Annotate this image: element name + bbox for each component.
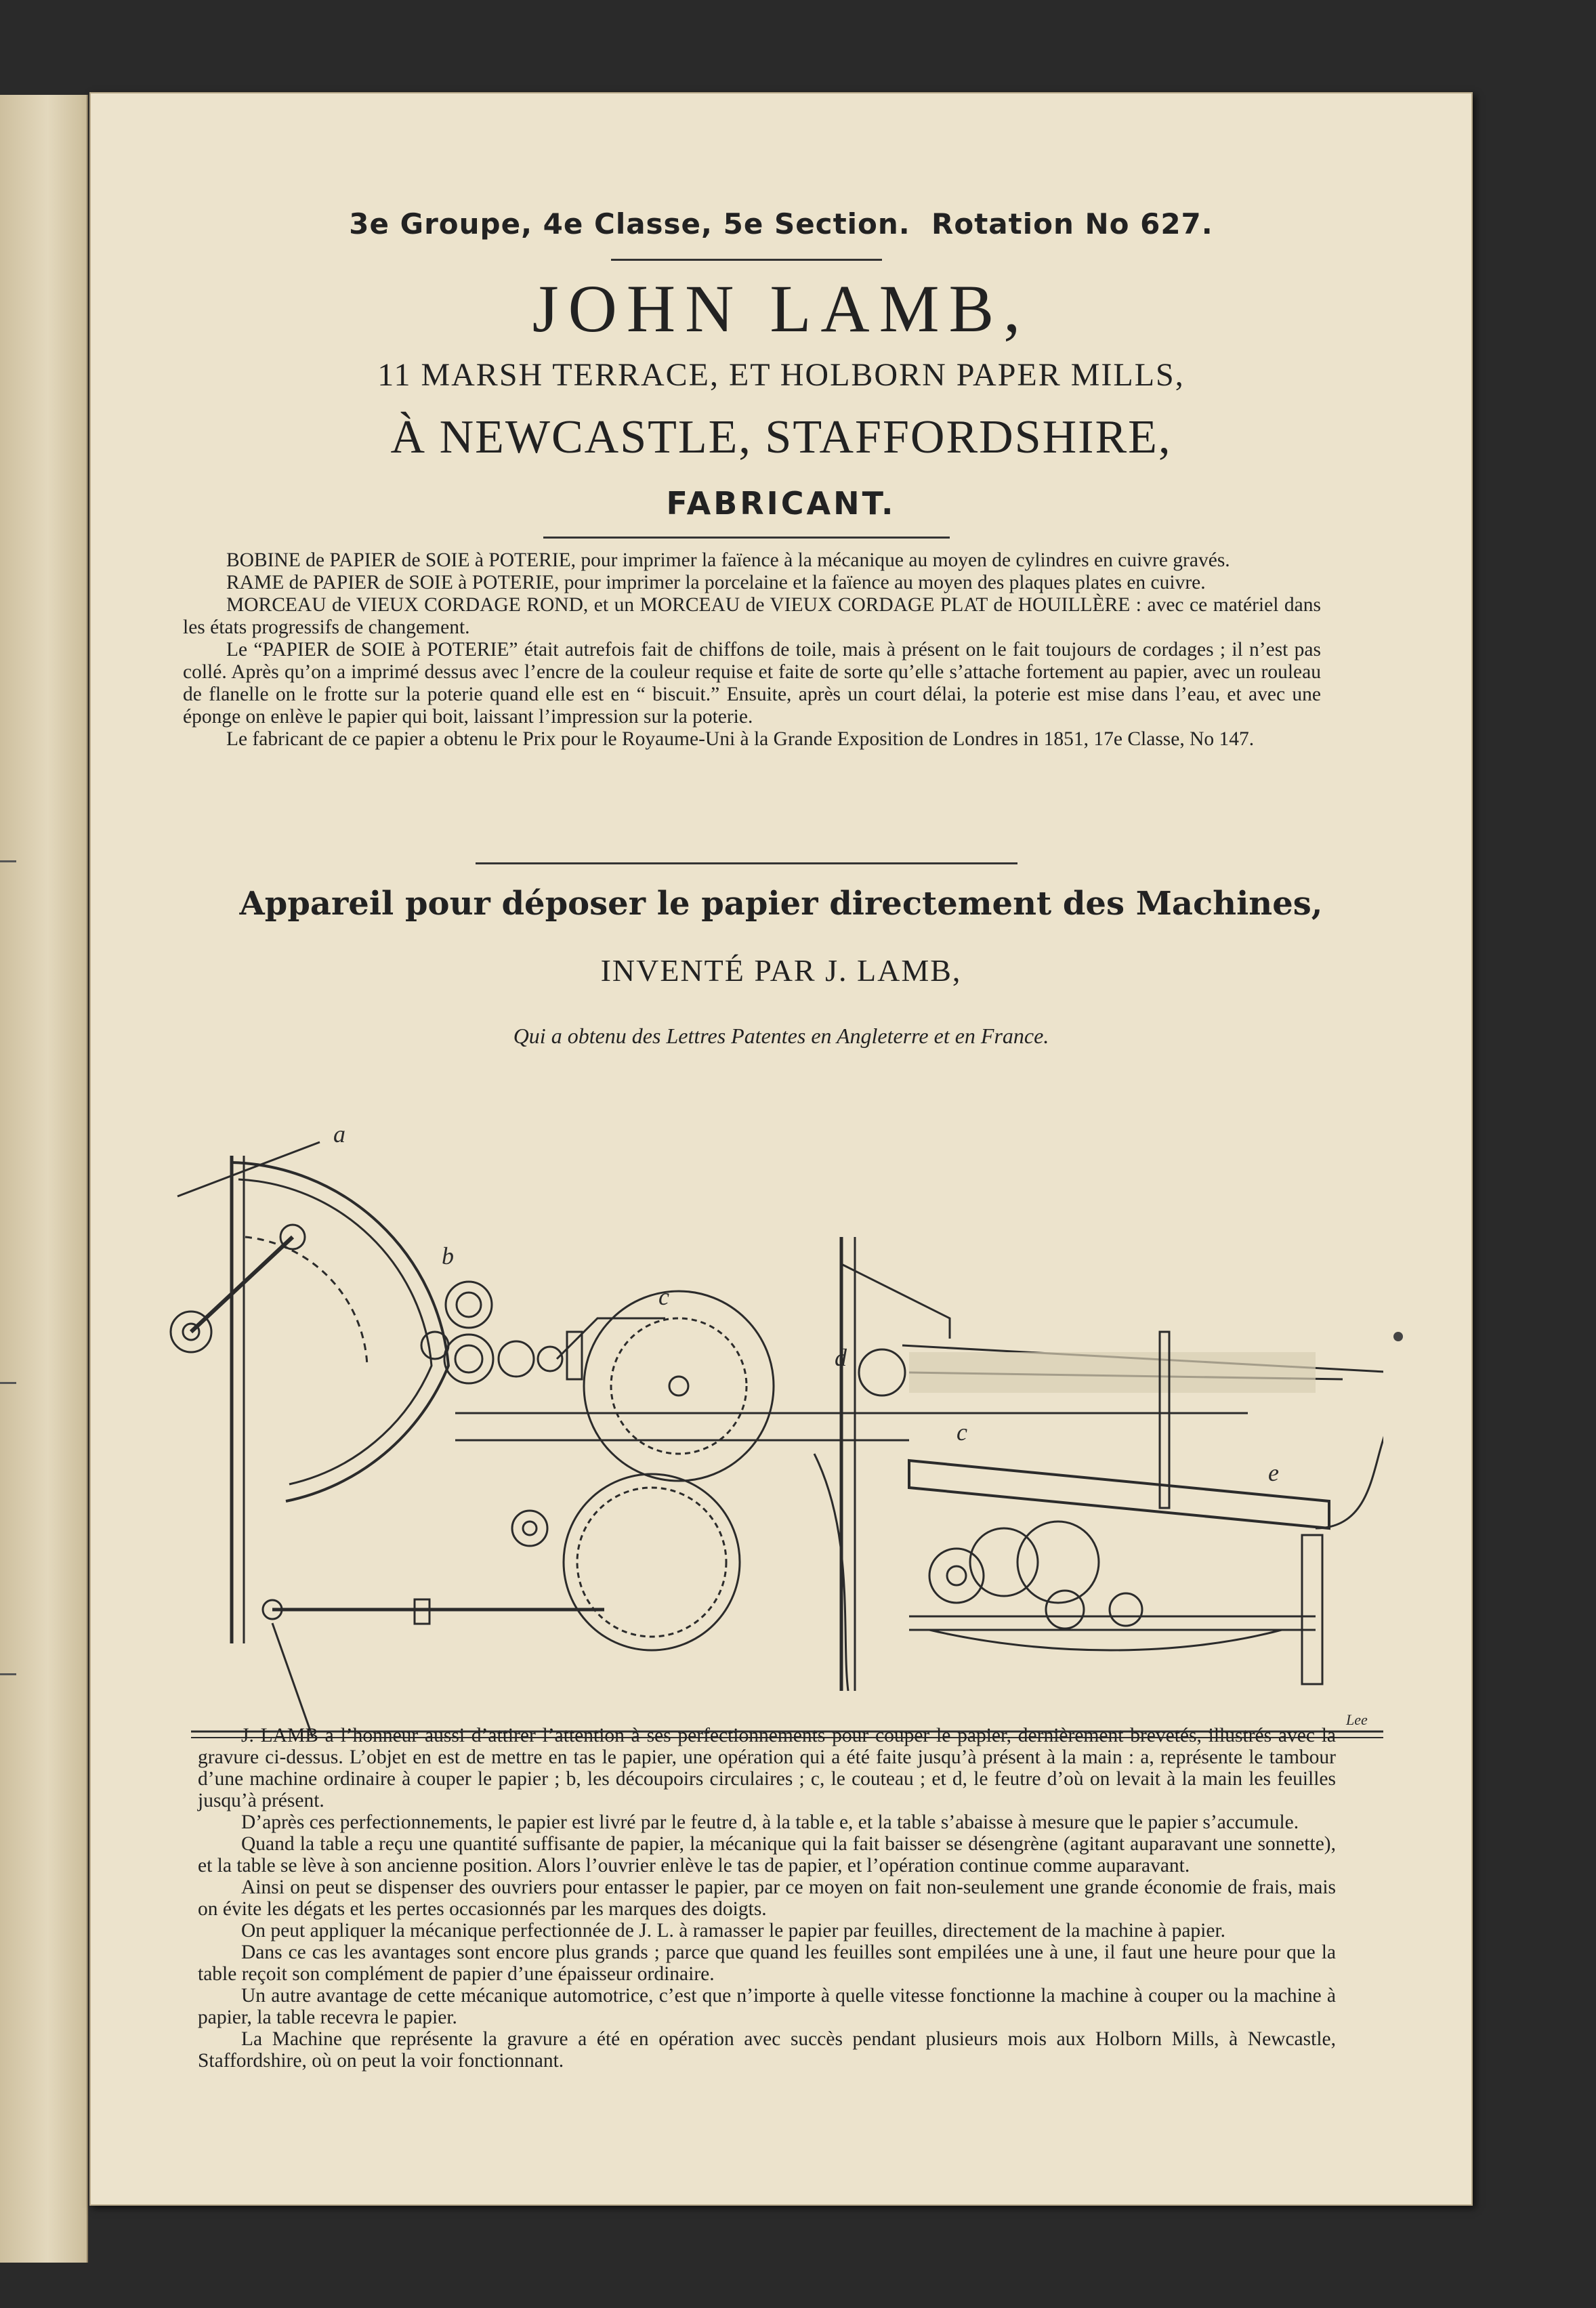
- inventor-line: INVENTÉ PAR J. LAMB,: [600, 953, 962, 988]
- facing-page-rule: [0, 1673, 16, 1675]
- engraver-signature: Lee: [1346, 1711, 1368, 1728]
- product-paragraph: Le fabricant de ce papier a obtenu le Prix pour le Royaume-Uni à la Grande Exposition de Londres in 1851, 17e Classe, No 147.: [226, 728, 1255, 750]
- exhibitor-city: À NEWCASTLE, STAFFORDSHIRE,: [390, 411, 1172, 463]
- main-frame-illustration: [191, 1237, 1383, 1738]
- exhibitor-name: JOHN LAMB,: [532, 271, 1030, 346]
- product-paragraph: BOBINE de PAPIER de SOIE à POTERIE, pour imprimer la faïence à la mécanique au moyen de cylindres en cuivre gravés.: [226, 549, 1230, 571]
- description-paragraph: On peut appliquer la mécanique perfectionnée de J. L. à ramasser le papier par feuilles, directement de la machine à papier.: [241, 1920, 1226, 1942]
- description-paragraph: Quand la table a reçu une quantité suffisante de papier, la mécanique qui la fait baisser se désengrène (agitant auparavant une sonnette), et la table se lève à son ancienne position. Alors l’ouvrier enlève le tas de papier, et l’opération continue comme auparavant.: [198, 1833, 1336, 1876]
- divider-rule: [476, 862, 1017, 864]
- facing-page-rule: [0, 1382, 16, 1384]
- label-c: c: [658, 1283, 669, 1310]
- rotation-number: Rotation No 627.: [931, 207, 1213, 240]
- divider-rule: [611, 259, 882, 261]
- machine-engraving: [164, 1061, 1383, 1738]
- description-paragraph: Ainsi on peut se dispenser des ouvriers pour entasser le papier, par ce moyen on fait non-seulement une grande économie de frais, mais on évite les dégats et les pertes occasionnés par les marques des doigts.: [198, 1876, 1336, 1920]
- group-class-section: 3e Groupe, 4e Classe, 5e Section.: [349, 207, 910, 240]
- product-paragraph: Le “PAPIER de SOIE à POTERIE” était autrefois fait de chiffons de toile, mais à présent on le fait toujours de cordages ; il n’est pas collé. Après qu’on a imprimé dessus avec l’encre de la couleur requise et faite de sorte qu’elle s’attache fortement au papier, avec un rouleau de flanelle on le frotte sur la poterie quand elle est en “ biscuit.” Ensuite, après un court délai, la poterie est mise dans l’eau, et avec une éponge on enlève le papier qui boit, laissant l’impression sur la poterie.: [183, 639, 1321, 728]
- description-paragraph: J. LAMB a l’honneur aussi d’attirer l’attention à ses perfectionnements pour couper le papier, dernièrement brevetés, illustrés avec la gravure ci-dessus. L’objet en est de mettre en tas le papier, une opération qui a été faite jusqu’à présent à la main : a, représente le tambour d’une machine ordinaire à couper le papier ; b, les découpoirs circulaires ; c, le couteau ; et d, le feutre d’où on levait à la main les feuilles jusqu’à présent.: [198, 1725, 1336, 1811]
- product-list: [183, 549, 1321, 751]
- label-a: a: [333, 1120, 345, 1148]
- description-paragraph: Dans ce cas les avantages sont encore plus grands ; parce que quand les feuilles sont empilées une à une, il faut une heure pour que la table reçoit son complément de papier d’une épaisseur ordinaire.: [198, 1942, 1336, 1985]
- exhibitor-role: FABRICANT.: [666, 485, 896, 522]
- print-speck: [1393, 1332, 1403, 1341]
- label-b: b: [442, 1242, 454, 1270]
- circular-cutters-b-illustration: [421, 1282, 582, 1383]
- label-d: d: [835, 1344, 847, 1371]
- description-paragraph: Un autre avantage de cette mécanique automotrice, c’est que n’importe à quelle vitesse fonctionne la machine à couper ou la machine à papier, la table recevra le papier.: [198, 1985, 1336, 2028]
- facing-page-rule: [0, 860, 16, 862]
- description-text: [198, 1725, 1336, 2072]
- document-page: [89, 92, 1473, 2206]
- facing-page-edge: [0, 95, 88, 2263]
- invention-title: Appareil pour déposer le papier directement des Machines,: [239, 885, 1323, 923]
- drum-a-illustration: [171, 1142, 448, 1643]
- description-paragraph: La Machine que représente la gravure a été en opération avec succès pendant plusieurs mois aux Holborn Mills, à Newcastle, Staffordshire, où on peut la voir fonctionnant.: [198, 2028, 1336, 2072]
- label-e: e: [1268, 1459, 1279, 1486]
- exhibitor-address: 11 MARSH TERRACE, ET HOLBORN PAPER MILLS,: [377, 357, 1185, 393]
- description-paragraph: D’après ces perfectionnements, le papier est livré par le feutre d, à la table e, et la table s’abaisse à mesure que le papier s’accumule.: [241, 1811, 1299, 1833]
- divider-rule: [543, 537, 950, 539]
- label-c-table: c: [957, 1419, 967, 1446]
- product-paragraph: RAME de PAPIER de SOIE à POTERIE, pour imprimer la porcelaine et la faïence au moyen des plaques plates en cuivre.: [226, 572, 1206, 593]
- product-paragraph: MORCEAU de VIEUX CORDAGE ROND, et un MORCEAU de VIEUX CORDAGE PLAT de HOUILLÈRE : avec ce matériel dans les états progressifs de changement.: [183, 594, 1321, 638]
- patents-line: Qui a obtenu des Lettres Patentes en Angleterre et en France.: [513, 1024, 1049, 1048]
- classification-header: [89, 207, 1473, 240]
